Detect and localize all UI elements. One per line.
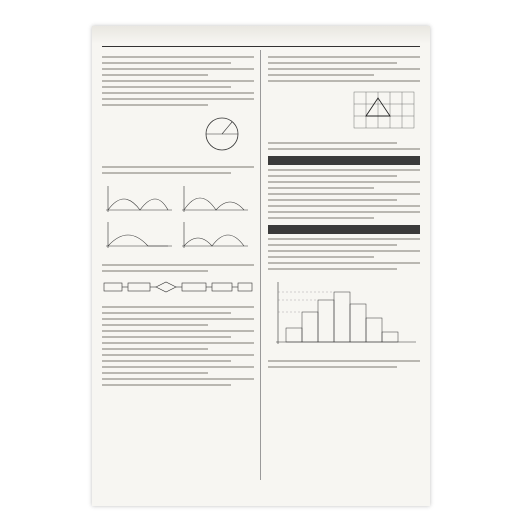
exam-page: [92, 26, 430, 506]
frequency-histogram: [268, 278, 420, 348]
section-heading-bar: [268, 225, 420, 234]
right-column: [268, 52, 420, 372]
circle-figure: [102, 114, 254, 154]
page-binding-shadow: [92, 26, 430, 44]
header-rule: [102, 46, 420, 47]
left-column: [102, 52, 254, 390]
column-divider: [260, 50, 261, 480]
section-heading-bar: [268, 156, 420, 165]
three-view-grid: [268, 90, 420, 130]
flowchart: [102, 280, 254, 294]
curve-graphs: [102, 182, 254, 252]
